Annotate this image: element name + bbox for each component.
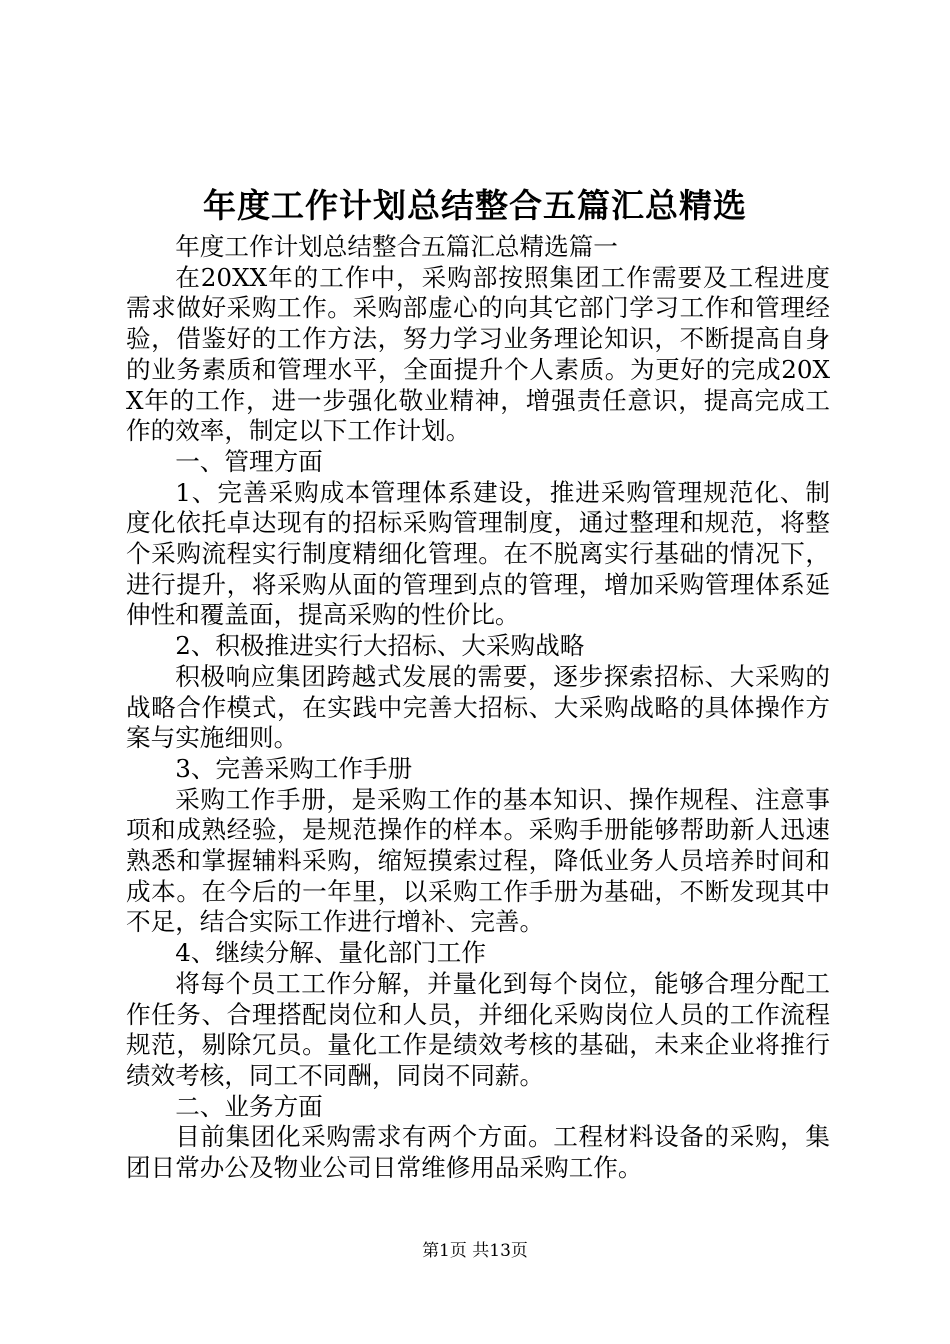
subsection-heading: 3、完善采购工作手册 (175, 753, 413, 783)
section-heading: 一、管理方面 (175, 446, 323, 476)
document-title: 年度工作计划总结整合五篇汇总精选 (203, 186, 747, 225)
subsection-heading: 4、继续分解、量化部门工作 (175, 938, 486, 968)
body-paragraph: 在20XX年的工作中，采购部按照集团工作需要及工程进度需求做好采购工作。采购部虚心的向其它部门学习工作和管理经验，借鉴好的工作方法，努力学习业务理论知识，不断提高自身的业务素质和管理水平，全面提升个人素质。为更好的完成20XX年的工作，进一步强化敬业精神，增强责任意识，提高完成工作的效率，制定以下工作计划。 (126, 262, 830, 446)
body-paragraph: 1、完善采购成本管理体系建设，推进采购管理规范化、制度化依托卓达现有的招标采购管理制度，通过整理和规范，将整个采购流程实行制度精细化管理。在不脱离实行基础的情况下，进行提升，将采购从面的管理到点的管理，增加采购管理体系延伸性和覆盖面，提高采购的性价比。 (126, 477, 830, 630)
document-body (126, 232, 830, 1184)
section-heading: 年度工作计划总结整合五篇汇总精选篇一 (175, 232, 618, 261)
body-paragraph: 目前集团化采购需求有两个方面。工程材料设备的采购，集团日常办公及物业公司日常维修用品采购工作。 (126, 1122, 830, 1183)
body-paragraph: 采购工作手册，是采购工作的基本知识、操作规程、注意事项和成熟经验，是规范操作的样本。采购手册能够帮助新人迅速熟悉和掌握辅料采购，缩短摸索过程，降低业务人员培养时间和成本。在今后的一年里，以采购工作手册为基础，不断发现其中不足，结合实际工作进行增补、完善。 (126, 784, 830, 937)
body-paragraph: 积极响应集团跨越式发展的需要，逐步探索招标、大采购的战略合作模式，在实践中完善大招标、大采购战略的具体操作方案与实施细则。 (126, 661, 830, 753)
subsection-heading: 2、积极推进实行大招标、大采购战略 (175, 631, 585, 661)
body-paragraph: 将每个员工工作分解，并量化到每个岗位，能够合理分配工作任务、合理搭配岗位和人员，并细化采购岗位人员的工作流程规范，剔除冗员。量化工作是绩效考核的基础，未来企业将推行绩效考核，同工不同酬，同岗不同薪。 (126, 968, 830, 1090)
section-heading: 二、业务方面 (175, 1091, 323, 1121)
page-number-footer: 第1页 共13页 (422, 1241, 528, 1261)
